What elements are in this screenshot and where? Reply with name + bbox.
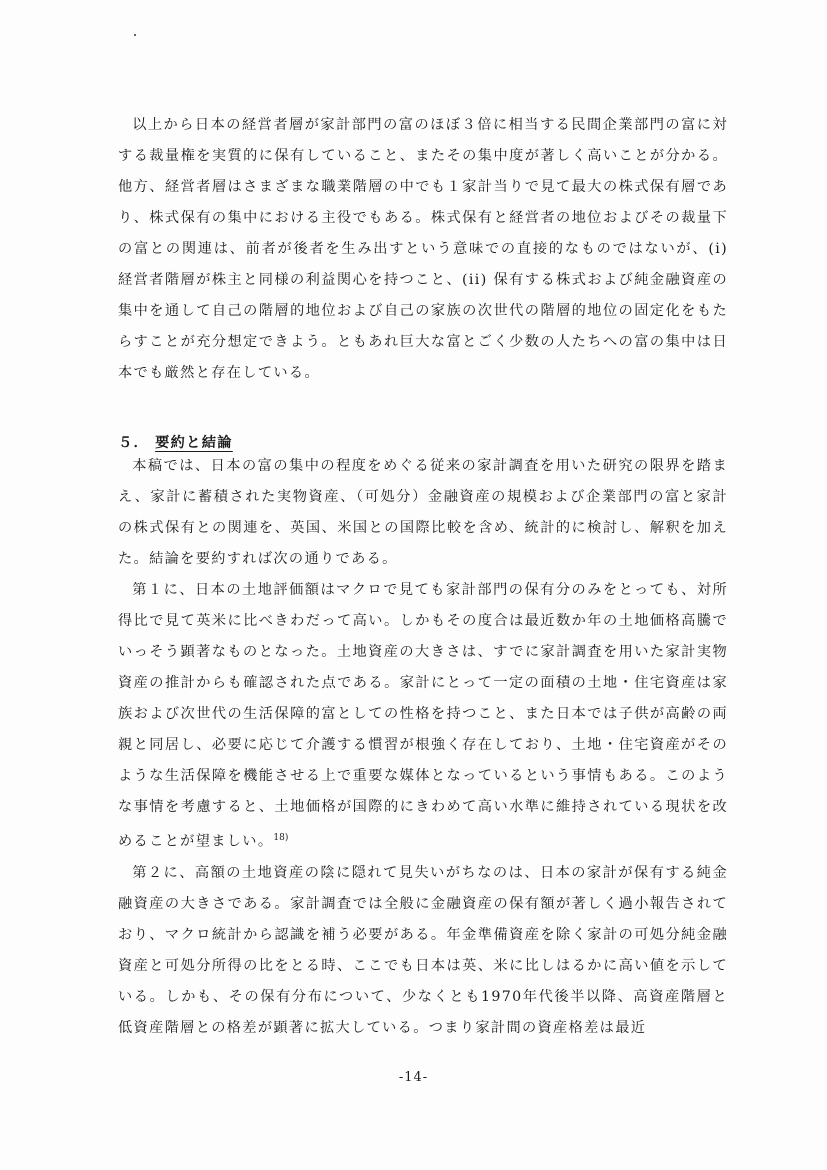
conclusion-section bbox=[118, 451, 728, 1044]
footnote-marker: 18) bbox=[273, 833, 289, 843]
intro-paragraph: 以上から日本の経営者層が家計部門の富のほぼ３倍に相当する民間企業部門の富に対する裁量権を実質的に保有していること、またその集中度が著しく高いことが分かる。他方、経営者層はさまざまな職業階層の中でも１家計当りで見て最大の株式保有層であり、株式保有の集中における主役でもある。株式保有と経営者の地位およびその裁量下の富との関連は、前者が後者を生み出すという意味での直接的なものではないが、(i) 経営者階層が株主と同様の利益関心を持つこと、(ii) 保有する株式および純金融資産の集中を通して自己の階層的地位および自己の家族の次世代の階層的地位の固定化をもたらすことが充分想定できよう。ともあれ巨大な富とごく少数の人たちへの富の集中は日本でも厳然と存在している。 bbox=[118, 117, 728, 381]
page-number: -14- bbox=[398, 1070, 429, 1085]
scan-speck bbox=[134, 34, 136, 36]
section-number: ５． bbox=[118, 435, 150, 451]
summary-paragraph: 本稿では、日本の富の集中の程度をめぐる従来の家計調査を用いた研究の限界を踏まえ、家計に蓄積された実物資産、（可処分）金融資産の規模および企業部門の富と家計の株式保有との関連を、英国、米国との国際比較を含め、統計的に検討し、解釈を加えた。結論を要約すれば次の通りである。 bbox=[118, 458, 728, 567]
first-point-paragraph bbox=[118, 575, 728, 858]
second-point-paragraph: 第２に、高額の土地資産の陰に隠れて見失いがちなのは、日本の家計が保有する純金融資産の大きさである。家計調査では全般に金融資産の保有額が著しく過小報告されており、マクロ統計から認識を補う必要がある。年金準備資産を除く家計の可処分純金融資産と可処分所得の比をとる時、ここでも日本は英、米に比しはるかに高い値を示している。しかも、その保有分布について、少なくとも1970年代後半以降、高資産階層と低資産階層との格差が顕著に拡大している。つまり家計間の資産格差は最近 bbox=[118, 864, 728, 1036]
section-title: 要約と結論 bbox=[155, 435, 233, 451]
intro-section bbox=[118, 110, 728, 389]
first-point-text: 第１に、日本の土地評価額はマクロで見ても家計部門の保有分のみをとっても、対所得比で見て英米に比べきわだって高い。しかもその度合は最近数か年の土地価格高騰でいっそう顕著なものとなった。土地資産の大きさは、すでに家計調査を用いた家計実物資産の推計からも確認された点である。家計にとって一定の面積の土地・住宅資産は家族および次世代の生活保障的富としての性格を持つこと、また日本では子供が高齢の両親と同居し、必要に応じて介護する慣習が根強く存在しており、土地・住宅資産がそのような生活保障を機能させる上で重要な媒体となっているという事情もある。このような事情を考慮すると、土地価格が国際的にきわめて高い水準に維持されている現状を改めることが望ましい。 bbox=[118, 582, 728, 850]
